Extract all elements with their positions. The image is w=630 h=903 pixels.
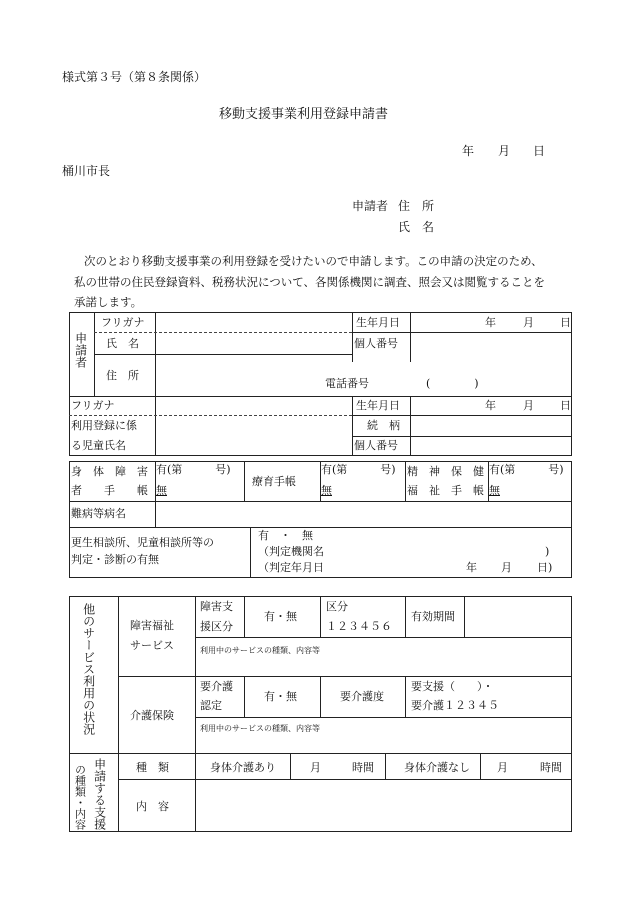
mental-none: 無 [489, 484, 500, 497]
birth-year: 年 [485, 316, 496, 329]
valid-period-label: 有効期間 [411, 610, 455, 623]
date-day-label: 日 [533, 144, 546, 158]
child-furigana-label: フリガナ [71, 399, 115, 412]
other-services-vertical: 他のサービス利用の状況 [81, 603, 96, 735]
intro-line-1: 次のとおり移動支援事業の利用登録を受けたいので申請します。この申請の決定のため、 [84, 254, 543, 268]
child-birthdate-label: 生年月日 [356, 399, 400, 412]
ltc-cert-label-2: 認定 [200, 699, 222, 712]
furigana-label: フリガナ [101, 316, 145, 329]
mental-book-label-1: 精 神 保 健 [407, 465, 484, 478]
applying-support-vertical-2: の種類・内容 [73, 764, 87, 830]
form-number: 様式第３号（第８条関係） [62, 70, 207, 84]
ltc-services-in-use: 利用中のサービスの種類、内容等 [200, 724, 320, 733]
addressee: 桶川市長 [62, 164, 111, 178]
consult-yes-no: 有 ・ 無 [258, 529, 313, 542]
care-level-values: 要介護１２３４５ [411, 699, 499, 712]
physical-has-number: 有(第 号) [156, 463, 231, 476]
birthdate-label: 生年月日 [356, 316, 400, 329]
ltc-label: 介護保険 [130, 709, 174, 722]
no-hours-label: 時間 [540, 761, 562, 774]
support-category-label-1: 障害支 [200, 600, 233, 613]
birth-day: 日 [560, 316, 571, 329]
child-birth-day: 日 [560, 399, 571, 412]
intro-line-2: 私の世帯の住民登録資料、税務状況について、各関係機関に調査、照会又は閲覧することを [74, 275, 546, 289]
child-label-1: 利用登録に係 [71, 419, 137, 432]
agency-name-label: （判定機関名 [258, 545, 324, 558]
document-title: 移動支援事業利用登録申請書 [219, 107, 389, 122]
address-label: 住 所 [106, 369, 139, 382]
ryoiku-label: 療育手帳 [252, 475, 296, 488]
child-birth-year: 年 [485, 399, 496, 412]
physical-none: 無 [156, 484, 167, 497]
no-month-label: 月 [497, 761, 508, 774]
date-year-label: 年 [462, 144, 475, 158]
category-values: １２３４５６ [326, 620, 392, 633]
ltc-cert-label-1: 要介護 [200, 680, 233, 693]
care-level-label: 要介護度 [340, 690, 384, 703]
judge-month: 月 [501, 561, 512, 574]
judge-day: 日) [537, 561, 553, 574]
applicant-address-label: 住 所 [398, 199, 435, 213]
birth-month: 月 [523, 316, 534, 329]
mental-book-label-2: 福 祉 手 帳 [407, 484, 484, 497]
content-label: 内 容 [136, 800, 169, 813]
date-month-label: 月 [498, 144, 511, 158]
welfare-service-label-2: サービス [130, 639, 174, 652]
judge-date-label: （判定年月日 [258, 561, 324, 574]
ltc-yes-no: 有・無 [264, 690, 297, 703]
kind-label: 種 類 [136, 761, 169, 774]
judge-year: 年 [466, 561, 477, 574]
intractable-disease-label: 難病等病名 [71, 507, 126, 520]
agency-close: ) [545, 545, 550, 558]
applicant-label: 申請者 [352, 199, 389, 213]
applying-support-vertical-1: 申請する支援 [92, 758, 107, 830]
applicant-vertical-label: 申請者 [73, 332, 88, 368]
yes-month-label: 月 [310, 761, 321, 774]
welfare-services-in-use: 利用中のサービスの種類、内容等 [200, 646, 320, 655]
intro-line-3: 承諾します。 [74, 295, 143, 309]
phone-label: 電話番号 [325, 377, 369, 390]
welfare-yes-no: 有・無 [264, 610, 297, 623]
name-label: 氏 名 [106, 337, 139, 350]
body-care-no: 身体介護なし [404, 761, 470, 774]
personal-number-label: 個人番号 [354, 337, 398, 350]
consult-label-2: 判定・診断の有無 [71, 553, 159, 566]
phone-paren: ( ) [426, 377, 479, 390]
applicant-table [69, 312, 572, 456]
body-care-yes: 身体介護あり [210, 761, 276, 774]
child-personal-number-label: 個人番号 [354, 439, 398, 452]
ryoiku-none: 無 [321, 484, 332, 497]
support-needed: 要支援（ ）・ [411, 680, 494, 693]
welfare-service-label-1: 障害福祉 [130, 619, 174, 632]
support-category-label-2: 援区分 [200, 620, 233, 633]
relationship-label: 続 柄 [367, 419, 400, 432]
mental-has-number: 有(第 号) [489, 463, 564, 476]
physical-book-label-1: 身 体 障 害 [71, 465, 148, 478]
category-label: 区分 [326, 600, 348, 613]
yes-hours-label: 時間 [352, 761, 374, 774]
physical-book-label-2: 者 手 帳 [71, 484, 148, 497]
ryoiku-has-number: 有(第 号) [321, 463, 396, 476]
child-birth-month: 月 [523, 399, 534, 412]
applicant-name-label: 氏 名 [398, 220, 435, 234]
consult-label-1: 更生相談所、児童相談所等の [71, 536, 214, 549]
child-label-2: る児童氏名 [71, 439, 126, 452]
